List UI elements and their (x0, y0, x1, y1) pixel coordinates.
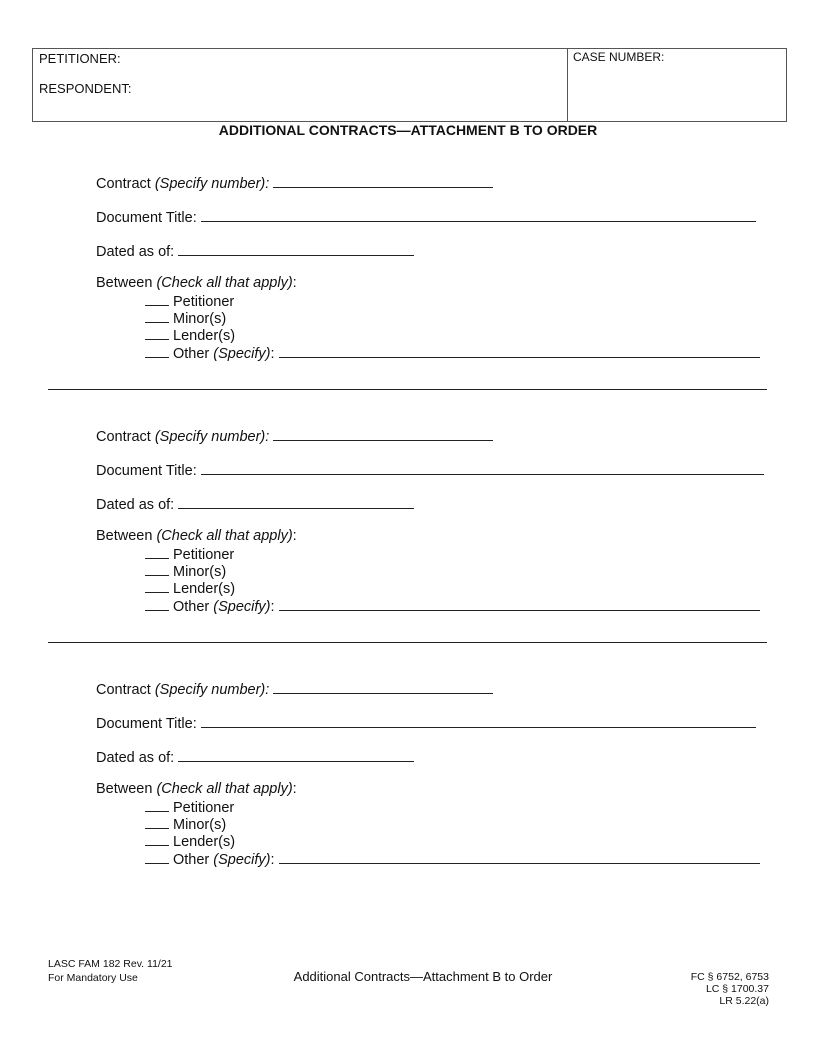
dated-field[interactable] (178, 494, 414, 509)
citation-fc: FC § 6752, 6753 (690, 971, 769, 983)
citation-lr: LR 5.22(a) (719, 995, 769, 1007)
contract-number-field[interactable] (273, 173, 493, 188)
respondent-label: RESPONDENT: (39, 81, 132, 96)
citation-lc: LC § 1700.37 (705, 983, 769, 995)
option-petitioner[interactable]: Petitioner (145, 545, 234, 563)
option-lenders[interactable]: Lender(s) (145, 326, 235, 344)
other-specify-field[interactable] (279, 596, 760, 611)
document-title-field[interactable] (201, 460, 764, 475)
between-row: Between (Check all that apply): (96, 528, 297, 544)
document-title-row: Document Title: (96, 713, 756, 732)
option-other[interactable]: Other (Specify): (145, 849, 760, 868)
option-lenders[interactable]: Lender(s) (145, 832, 235, 850)
contract-number-field[interactable] (273, 426, 493, 441)
contract-number-row: Contract (Specify number): (96, 173, 493, 192)
petitioner-label: PETITIONER: (39, 51, 121, 66)
other-specify-field[interactable] (279, 849, 760, 864)
option-lenders[interactable]: Lender(s) (145, 579, 235, 597)
contract-number-row: Contract (Specify number): (96, 426, 493, 445)
case-number-label: CASE NUMBER: (573, 50, 665, 64)
dated-field[interactable] (178, 747, 414, 762)
caption-box (32, 48, 787, 122)
dated-field[interactable] (178, 241, 414, 256)
option-minors[interactable]: Minor(s) (145, 309, 226, 327)
contract-number-row: Contract (Specify number): (96, 679, 493, 698)
option-petitioner[interactable]: Petitioner (145, 292, 234, 310)
caption-divider (567, 49, 568, 121)
footer-title: Additional Contracts—Attachment B to Order (293, 969, 553, 984)
dated-row: Dated as of: (96, 494, 414, 513)
mandatory-use: For Mandatory Use (48, 972, 138, 984)
section-divider (48, 389, 767, 390)
document-title-field[interactable] (201, 713, 756, 728)
option-petitioner[interactable]: Petitioner (145, 798, 234, 816)
document-title-field[interactable] (201, 207, 756, 222)
footer-citations (691, 971, 769, 1007)
dated-row: Dated as of: (96, 747, 414, 766)
option-other[interactable]: Other (Specify): (145, 343, 760, 362)
option-minors[interactable]: Minor(s) (145, 815, 226, 833)
between-row: Between (Check all that apply): (96, 781, 297, 797)
contract-number-field[interactable] (273, 679, 493, 694)
document-title-row: Document Title: (96, 460, 764, 479)
section-divider (48, 642, 767, 643)
dated-row: Dated as of: (96, 241, 414, 260)
option-minors[interactable]: Minor(s) (145, 562, 226, 580)
between-row: Between (Check all that apply): (96, 275, 297, 291)
page-title: ADDITIONAL CONTRACTS—ATTACHMENT B TO ORDER (218, 122, 598, 138)
form-id: LASC FAM 182 Rev. 11/21 (48, 958, 173, 970)
other-specify-field[interactable] (279, 343, 760, 358)
option-other[interactable]: Other (Specify): (145, 596, 760, 615)
document-title-row: Document Title: (96, 207, 756, 226)
